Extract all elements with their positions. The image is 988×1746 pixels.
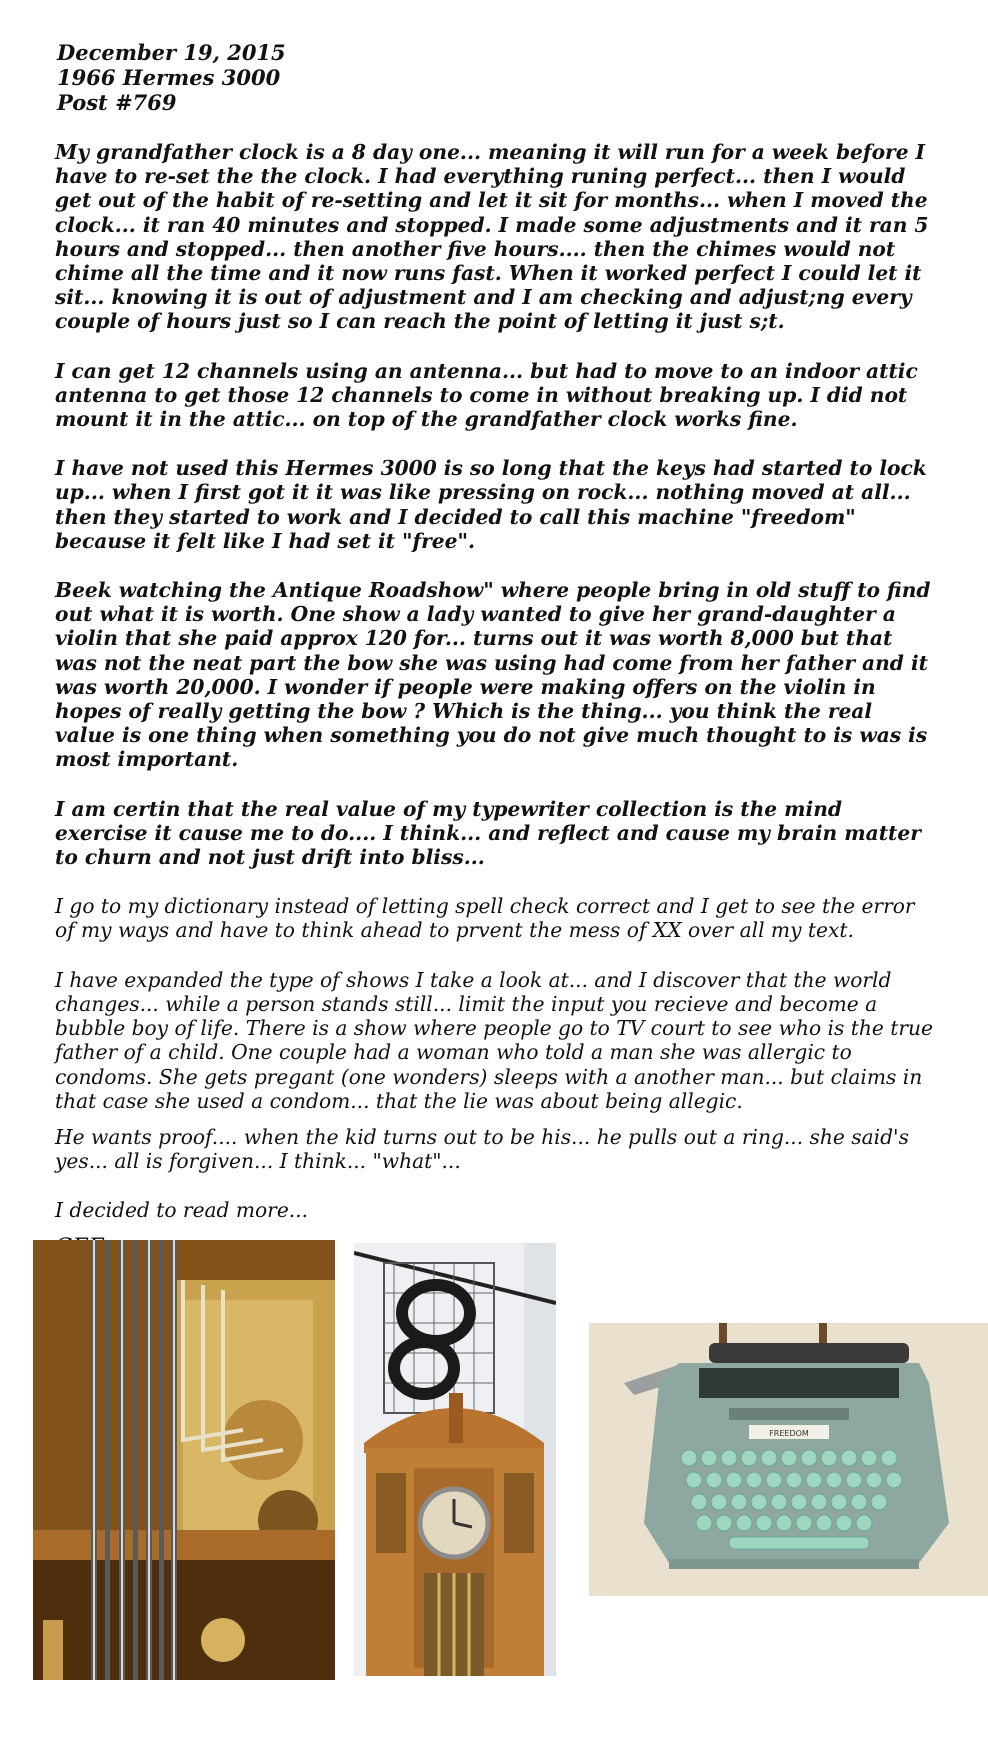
clock-movement-photo bbox=[33, 1240, 335, 1680]
letter-header bbox=[57, 40, 286, 115]
letter-body bbox=[55, 140, 935, 1261]
paragraph-roadshow: Beek watching the Antique Roadshow" where people bring in old stuff to find out what it is worth. One show a lady wanted to give her grand-daughter a violin that she paid approx 120 for... turns out it was worth 8,000 but that was not the neat part the bow she was using had come from her father and it was worth 20,000. I wonder if people were making offers on the violin in hopes of really getting the bow ? Which is the thing... you think the real value is one thing when something you do not give much thought to is was is most important. bbox=[55, 578, 931, 772]
paragraph-dictionary: I go to my dictionary instead of letting spell check correct and I get to see the error of my ways and have to think ahead to prvent the mess of XX over all my text. bbox=[55, 894, 915, 943]
freedom-label: FREEDOM bbox=[769, 1429, 809, 1438]
paragraph-read-more: I decided to read more... bbox=[55, 1198, 309, 1223]
paragraph-antenna: I can get 12 channels using an antenna... but had to move to an indoor attic antenna to get those 12 channels to come in without breaking up. I did not mount it in the attic... on top of the grandfather clock works fine. bbox=[55, 358, 918, 432]
paragraph-hermes: I have not used this Hermes 3000 is so long that the keys had started to lock up... when I first got it it was like pressing on rock... nothing moved at all... then they started to work and I decided to call this machine "freedom" because it felt like I had set it "free". bbox=[55, 456, 927, 553]
post-number: Post #769 bbox=[57, 90, 177, 115]
typewriter-name: 1966 Hermes 3000 bbox=[57, 65, 281, 90]
grandfather-clock-photo bbox=[354, 1243, 556, 1676]
paragraph-proof: He wants proof.... when the kid turns out to be his... he pulls out a ring... she said's yes... all is forgiven... I think... "what"... bbox=[55, 1124, 909, 1174]
paragraph-shows: I have expanded the type of shows I take a look at... and I discover that the world changes... while a person stands still... limit the input you recieve and become a bubble boy of life. There is a show where people go to TV court to see who is the true father of a child. One couple had a woman who told a man she was allergic to condoms. She gets pregant (one wonders) sleeps with a another man... but claims in that case she used a condom... that the lie was about being allegic. bbox=[55, 967, 933, 1113]
hermes-typewriter-photo bbox=[589, 1323, 988, 1596]
paragraph-collection: I am certin that the real value of my typewriter collection is the mind exercise it cause me to do.... I think... and reflect and cause my brain matter to churn and not just drift into bliss... bbox=[55, 796, 921, 870]
letter-date: December 19, 2015 bbox=[57, 40, 286, 65]
paragraph-clock: My grandfather clock is a 8 day one... meaning it will run for a week before I have to re-set the the clock. I had everything runing perfect... then I would get out of the habit of re-setting and let it sit for months... when I moved the clock... it ran 40 minutes and stopped. I made some adjustments and it ran 5 hours and stopped... then another five hours.... then the chimes would not chime all the time and it now runs fast. When it worked perfect I could let it sit... knowing it is out of adjustment and I am checking and adjust;ng every couple of hours just so I can reach the point of letting it just s;t. bbox=[55, 140, 929, 334]
